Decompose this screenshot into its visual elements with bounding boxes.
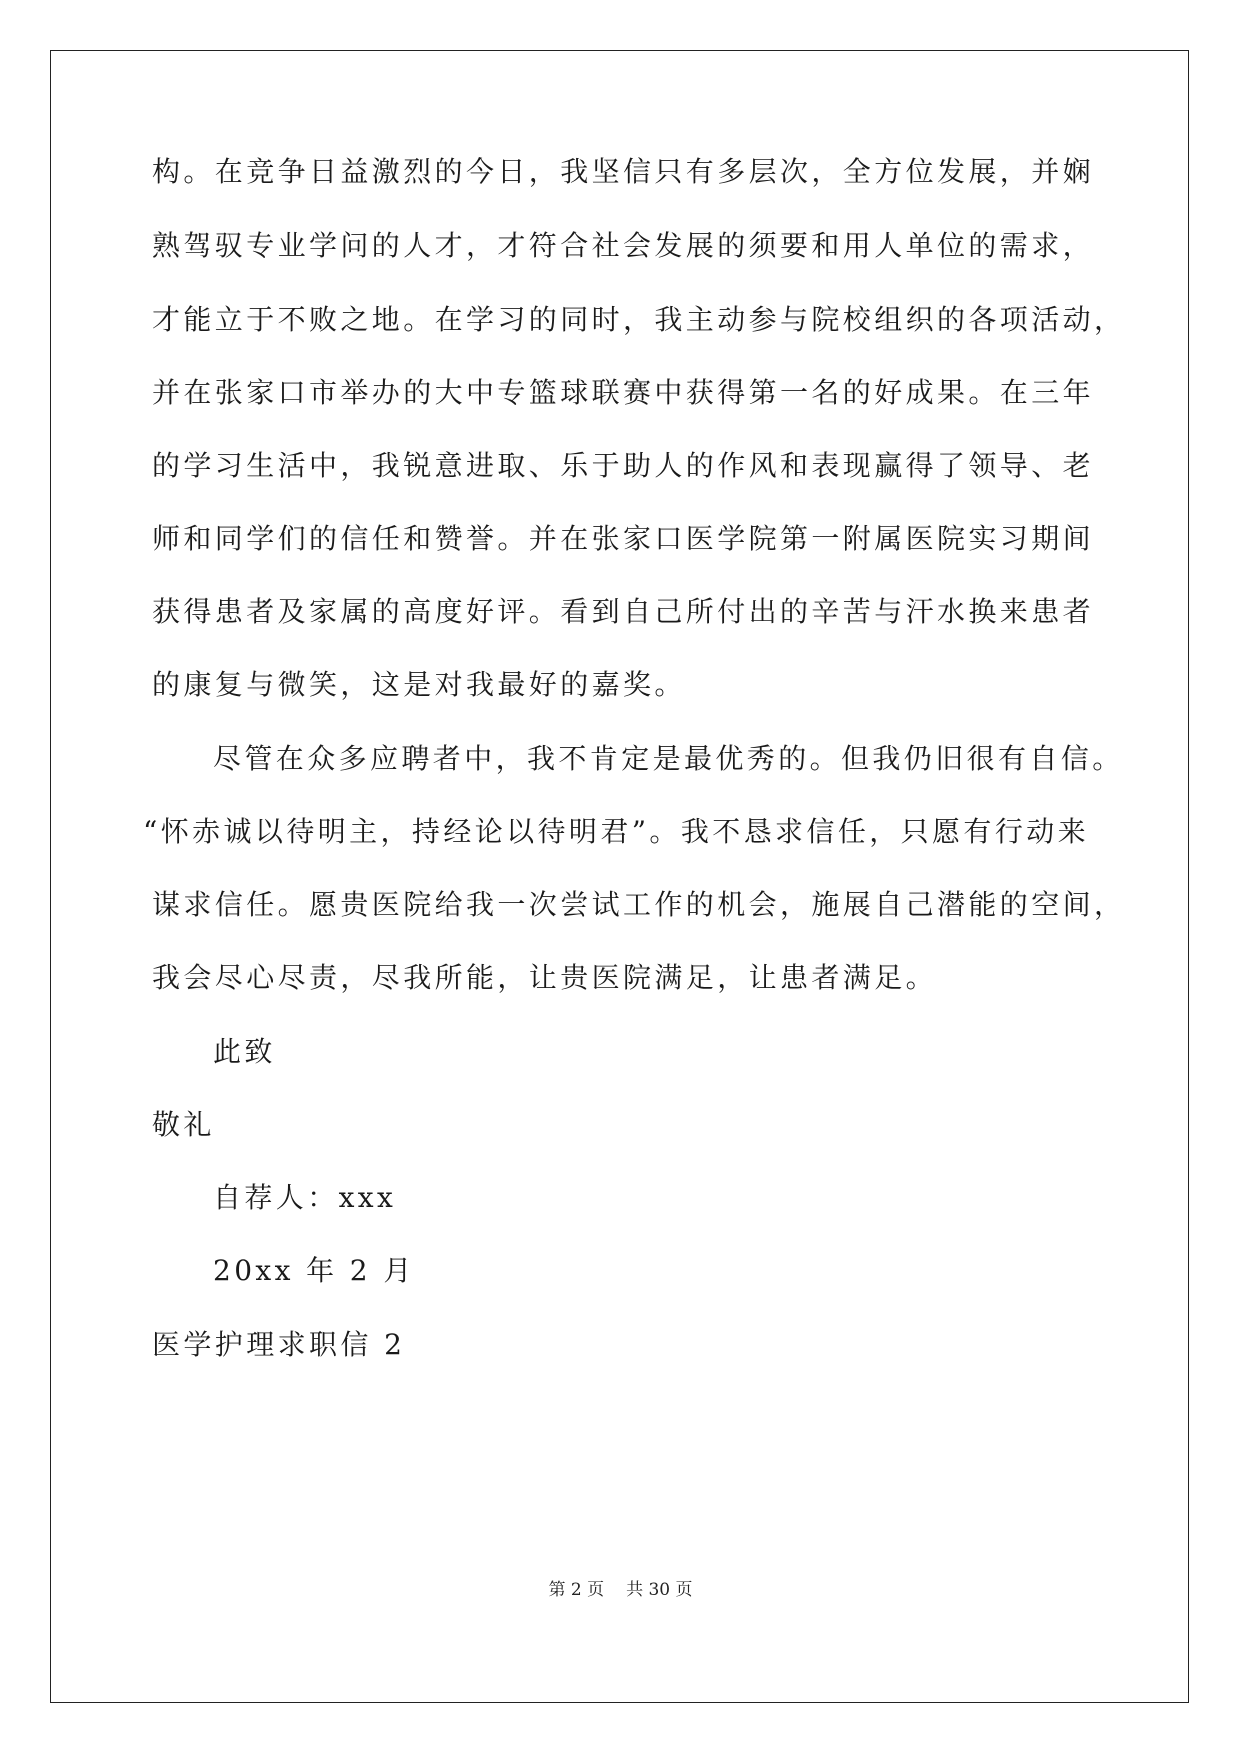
body-line-6: 师和同学们的信任和赞誉。并在张家口医学院第一附属医院实习期间 bbox=[152, 522, 1095, 555]
body-line-8: 的康复与微笑，这是对我最好的嘉奖。 bbox=[152, 668, 686, 701]
date-text: 20xx 年 2 月 bbox=[213, 1254, 415, 1287]
page-number-total: 共 30 页 bbox=[626, 1580, 693, 1600]
next-section-title: 医学护理求职信 2 bbox=[152, 1328, 406, 1361]
body-line-3: 才能立于不败之地。在学习的同时，我主动参与院校组织的各项活动， bbox=[152, 303, 1126, 336]
body-line-1: 构。在竞争日益激烈的今日，我坚信只有多层次，全方位发展，并娴 bbox=[152, 155, 1095, 188]
page-number-current: 第 2 页 bbox=[548, 1580, 605, 1600]
body-line-2: 熟驾驭专业学问的人才，才符合社会发展的须要和用人单位的需求， bbox=[152, 229, 1095, 262]
salute-text: 敬礼 bbox=[152, 1108, 215, 1141]
body-line-4: 并在张家口市举办的大中专篮球联赛中获得第一名的好成果。在三年 bbox=[152, 376, 1095, 409]
body-line-11: 谋求信任。愿贵医院给我一次尝试工作的机会，施展自己潜能的空间， bbox=[152, 888, 1126, 921]
signature-text: 自荐人：xxx bbox=[213, 1181, 397, 1214]
body-line-9: 尽管在众多应聘者中，我不肯定是最优秀的。但我仍旧很有自信。 bbox=[213, 742, 1124, 775]
page-border bbox=[50, 50, 1189, 1703]
page-footer bbox=[0, 1578, 1241, 1602]
body-line-5: 的学习生活中，我锐意进取、乐于助人的作风和表现赢得了领导、老 bbox=[152, 449, 1095, 482]
body-line-10: “怀赤诚以待明主，持经论以待明君”。我不恳求信任，只愿有行动来 bbox=[143, 815, 1090, 848]
closing-text: 此致 bbox=[213, 1035, 276, 1068]
body-line-7: 获得患者及家属的高度好评。看到自己所付出的辛苦与汗水换来患者 bbox=[152, 595, 1095, 628]
body-line-12: 我会尽心尽责，尽我所能，让贵医院满足，让患者满足。 bbox=[152, 961, 938, 994]
